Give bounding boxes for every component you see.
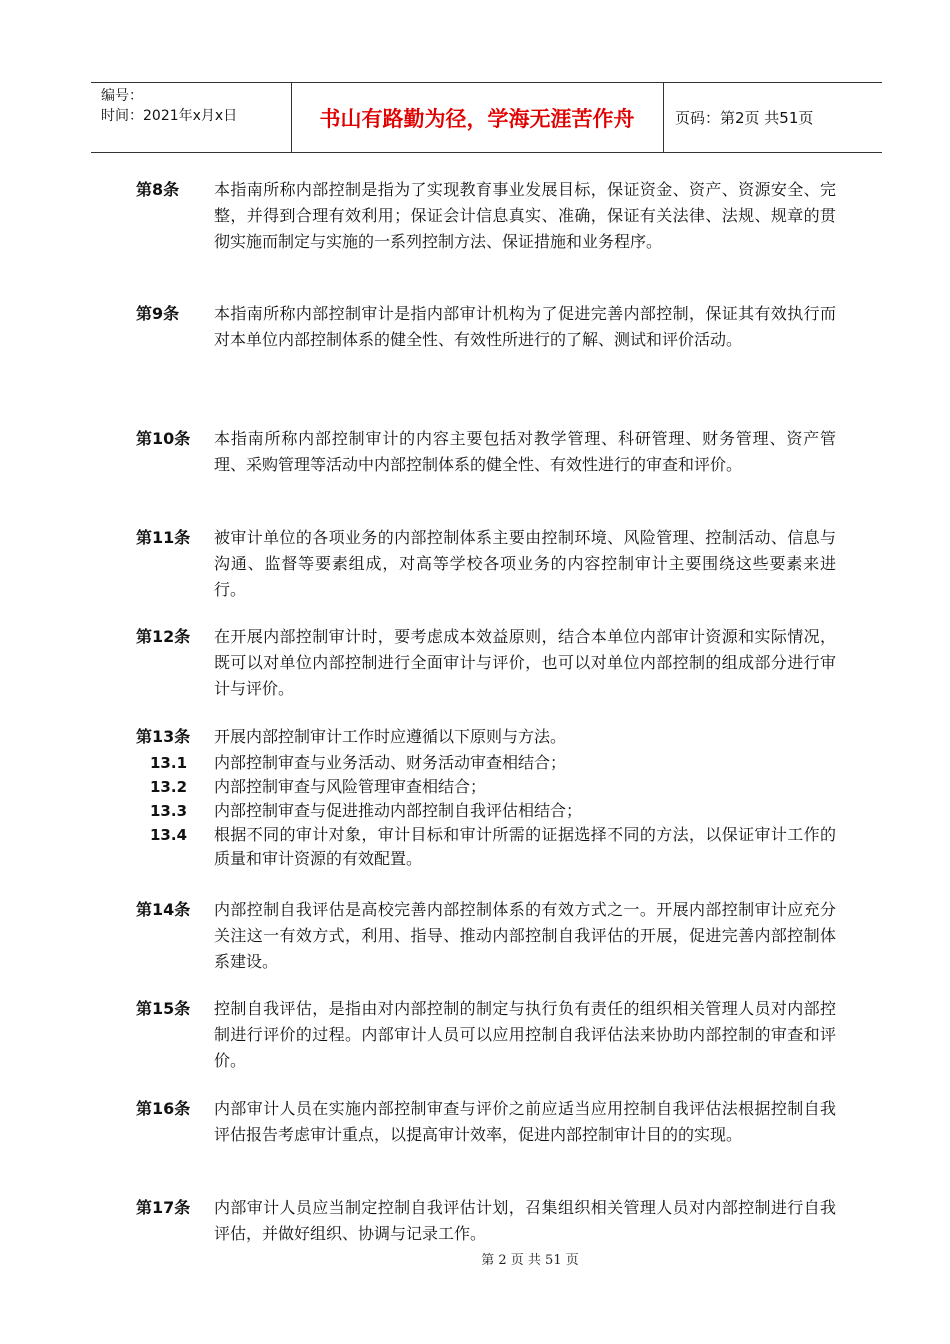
page-header bbox=[91, 82, 882, 153]
article-text: 内部审计人员在实施内部控制审查与评价之前应适当应用控制自我评估法根据控制自我评估报告考虑审计重点，以提高审计效率，促进内部控制审计目的的实现。 bbox=[214, 1099, 836, 1144]
subitem-number: 13.1 bbox=[150, 754, 188, 772]
subitem-text: 内部控制审查与促进推动内部控制自我评估相结合； bbox=[214, 801, 583, 820]
article-number: 第16条 bbox=[136, 1099, 191, 1118]
document-number-label: 编号： bbox=[101, 88, 143, 104]
article-text: 在开展内部控制审计时，要考虑成本效益原则，结合本单位内部审计资源和实际情况，既可以对单位内部控制进行全面审计与评价，也可以对单位内部控制的组成部分进行审计与评价。 bbox=[214, 627, 836, 698]
article-text: 控制自我评估，是指由对内部控制的制定与执行负有责任的组织相关管理人员对内部控制进行评价的过程。内部审计人员可以应用控制自我评估法来协助内部控制的审查和评价。 bbox=[214, 999, 836, 1070]
subitem-number: 13.4 bbox=[150, 826, 188, 844]
article-number: 第11条 bbox=[136, 528, 191, 547]
header-page-label: 页码：第2页 共51页 bbox=[675, 109, 814, 127]
document-time-label: 时间：2021年x月x日 bbox=[101, 108, 238, 124]
article-number: 第10条 bbox=[136, 429, 191, 448]
article-text: 开展内部控制审计工作时应遵循以下原则与方法。 bbox=[214, 727, 567, 746]
article-text: 内部审计人员应当制定控制自我评估计划，召集组织相关管理人员对内部控制进行自我评估，并做好组织、协调与记录工作。 bbox=[214, 1198, 836, 1243]
subitem-number: 13.3 bbox=[150, 802, 188, 820]
article-text: 本指南所称内部控制审计是指内部审计机构为了促进完善内部控制，保证其有效执行而对本单位内部控制体系的健全性、有效性所进行的了解、测试和评价活动。 bbox=[214, 304, 836, 349]
article-number: 第17条 bbox=[136, 1198, 191, 1217]
article-number: 第14条 bbox=[136, 900, 191, 919]
subitem-text: 内部控制审查与业务活动、财务活动审查相结合； bbox=[214, 753, 567, 772]
article-number: 第9条 bbox=[136, 304, 180, 323]
article-number: 第12条 bbox=[136, 627, 191, 646]
list-item bbox=[0, 775, 950, 799]
subitem-text: 根据不同的审计对象，审计目标和审计所需的证据选择不同的方法，以保证审计工作的质量和审计资源的有效配置。 bbox=[214, 825, 836, 868]
page-footer: 第 2 页 共 51 页 bbox=[481, 1253, 579, 1268]
article-text: 被审计单位的各项业务的内部控制体系主要由控制环境、风险管理、控制活动、信息与沟通、监督等要素组成，对高等学校各项业务的内容控制审计主要围绕这些要素来进行。 bbox=[214, 528, 836, 599]
article-number: 第13条 bbox=[136, 727, 191, 746]
article-text: 内部控制自我评估是高校完善内部控制体系的有效方式之一。开展内部控制审计应充分关注这一有效方式，利用、指导、推动内部控制自我评估的开展，促进完善内部控制体系建设。 bbox=[214, 900, 836, 971]
list-item bbox=[0, 799, 950, 823]
list-item bbox=[0, 823, 950, 868]
article-number: 第8条 bbox=[136, 180, 180, 199]
article-text: 本指南所称内部控制审计的内容主要包括对教学管理、科研管理、财务管理、资产管理、采购管理等活动中内部控制体系的健全性、有效性进行的审查和评价。 bbox=[214, 429, 836, 474]
article-number: 第15条 bbox=[136, 999, 191, 1018]
subitem-text: 内部控制审查与风险管理审查相结合； bbox=[214, 777, 487, 796]
article-text: 本指南所称内部控制是指为了实现教育事业发展目标，保证资金、资产、资源安全、完整，并得到合理有效利用；保证会计信息真实、准确，保证有关法律、法规、规章的贯彻实施而制定与实施的一系列控制方法、保证措施和业务程序。 bbox=[214, 180, 836, 251]
header-slogan: 书山有路勤为径，学海无涯苦作舟 bbox=[291, 83, 664, 152]
subitem-number: 13.2 bbox=[150, 778, 188, 796]
header-meta bbox=[91, 83, 292, 152]
list-item bbox=[0, 751, 950, 775]
